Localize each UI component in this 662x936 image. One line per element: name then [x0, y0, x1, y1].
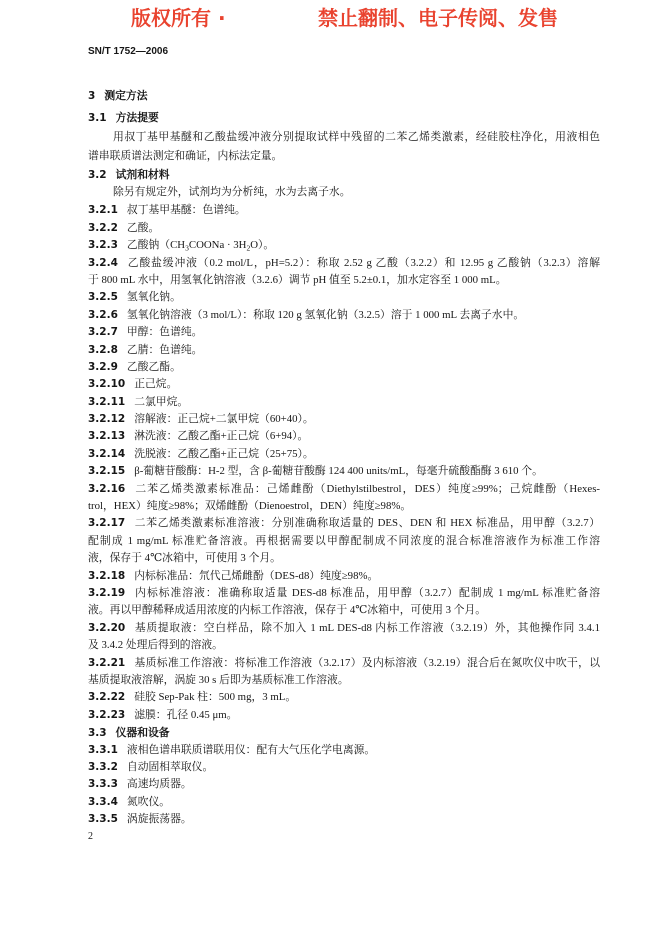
clause-number: 3.2.13: [88, 430, 126, 443]
document-body: [88, 87, 600, 846]
clause-3-2-3: [88, 237, 600, 254]
clause-number: 3.2.20: [88, 621, 126, 634]
clause-3-3-5: [88, 811, 600, 828]
clause-3-2-22: [88, 689, 600, 706]
clause-text: 内标标准品：氘代己烯雌酚（DES-d8）纯度≥98%。: [134, 569, 379, 582]
section-3-heading: [88, 87, 600, 104]
clause-number: 3.3.1: [88, 743, 118, 756]
clause-3-2-17-continued: 配制成 1 mg/mL 标准贮备溶液。再根据需要以甲醇配制成不同浓度的混合标准溶液作为标准工作溶: [88, 534, 600, 547]
clause-3-3-1: [88, 742, 600, 759]
clause-text: 自动固相萃取仪。: [126, 760, 214, 773]
clause-text: 硅胶 Sep-Pak 柱：500 mg，3 mL。: [134, 691, 297, 704]
clause-3-2-11: [88, 394, 600, 411]
clause-3-3-4: [88, 794, 600, 811]
clause-number: 3.2.19: [88, 587, 126, 599]
clause-3-2-21-continued: 基质提取液溶解，涡旋 30 s 后即为基质标准工作溶液。: [88, 673, 349, 686]
clause-number: 3.2.18: [88, 569, 126, 582]
clause-title: 仪器和设备: [115, 726, 170, 740]
clause-number: 3.2.10: [88, 378, 126, 391]
clause-text: 淋洗液：乙酸乙酯+正己烷（6+94）。: [134, 430, 309, 443]
section-number: 3: [88, 90, 96, 103]
clause-3-2-7: [88, 324, 600, 341]
clause-3-2-16-continued: trol，HEX）纯度≥98%；双烯雌酚（Dienoestrol，DEN）纯度≥98%。: [88, 500, 412, 513]
clause-3-2-14: [88, 446, 600, 463]
clause-3-2-10: [88, 376, 600, 393]
clause-3-2-20-continued: 及 3.4.2 处理后得到的溶液。: [88, 639, 223, 652]
clause-3-3-2: [88, 759, 600, 776]
clause-number: 3.2.17: [88, 517, 126, 530]
clause-title: 试剂和材料: [115, 167, 170, 181]
principle-text-line: 谱串联质谱法测定和确证，内标法定量。: [88, 150, 283, 163]
subscript: 3: [185, 243, 189, 253]
clause-3-2-18: [88, 568, 600, 585]
clause-text: 乙酸盐缓冲液（0.2 mol/L，pH=5.2）：称取 2.52 g 乙酸（3.2.2）和 12.95 g 乙酸钠（3.2.3）溶解: [126, 256, 600, 269]
clause-3-2-19-continued: 液。再以甲醇稀释成适用浓度的内标工作溶液，保存于 4℃冰箱中，可使用 3 个月。: [88, 604, 487, 617]
clause-text: 溶解液：正己烷+二氯甲烷（60+40）。: [134, 413, 314, 426]
clause-title: 方法提要: [115, 111, 159, 125]
clause-3-2-4-continued: 于 800 mL 水中，用氢氧化钠溶液（3.2.6）调节 pH 值至 5.2±0.1，加水定容至 1 000 mL。: [88, 273, 507, 286]
clause-number: 3.2.3: [88, 239, 118, 252]
clause-number: 3.2.11: [88, 395, 126, 408]
clause-text: 二氯甲烷。: [134, 395, 189, 408]
clause-number: 3.2.16: [88, 482, 126, 495]
clause-3-2-17-continued: 液，保存于 4℃冰箱中，可使用 3 个月。: [88, 552, 281, 565]
clause-3-3-3: [88, 776, 600, 793]
section-title: 测定方法: [104, 89, 148, 103]
clause-text: 乙腈：色谱纯。: [126, 343, 203, 356]
clause-3-2-20: [88, 620, 600, 637]
clause-number: 3.2.9: [88, 360, 118, 373]
copyright-watermark-right: 禁止翻制、电子传阅、发售: [318, 6, 558, 30]
clause-3-2-21: [88, 655, 600, 672]
clause-text: 叔丁基甲基醚：色谱纯。: [126, 204, 246, 217]
clause-number: 3.2: [88, 168, 107, 181]
clause-3-2-17: [88, 515, 600, 532]
clause-3-2-15: [88, 463, 600, 480]
clause-text: 乙酸乙酯。: [126, 360, 181, 373]
clause-text: 乙酸钠（CH: [126, 239, 186, 252]
clause-3-2-12: [88, 411, 600, 428]
clause-3-3-heading: [88, 724, 600, 741]
clause-text: 氮吹仪。: [126, 795, 171, 808]
clause-3-2-heading: [88, 166, 600, 183]
clause-text: 液相色谱串联质谱联用仪：配有大气压化学电离源。: [126, 743, 376, 756]
clause-number: 3.3.3: [88, 778, 118, 791]
clause-number: 3.3: [88, 727, 107, 740]
page-number: 2: [88, 831, 93, 843]
clause-3-2-4: [88, 255, 600, 272]
clause-number: 3.2.12: [88, 413, 126, 426]
clause-number: 3.2.4: [88, 256, 118, 269]
clause-number: 3.1: [88, 112, 107, 125]
clause-3-2-5: [88, 289, 600, 306]
clause-text: 正己烷。: [134, 378, 178, 391]
clause-3-2-9: [88, 359, 600, 376]
clause-number: 3.2.2: [88, 221, 118, 234]
clause-3-2-1: [88, 202, 600, 219]
clause-number: 3.3.5: [88, 813, 118, 826]
clause-text: 氢氧化钠溶液（3 mol/L）：称取 120 g 氢氧化钠（3.2.5）溶于 1 000 mL 去离子水中。: [126, 308, 525, 321]
clause-text: 乙酸。: [126, 221, 160, 234]
subscript: 2: [246, 243, 251, 253]
clause-3-2-23: [88, 707, 600, 724]
clause-3-2-2: [88, 220, 600, 237]
clause-number: 3.2.1: [88, 204, 118, 217]
clause-3-2-6: [88, 307, 600, 324]
clause-text: β-葡糖苷酸酶：H-2 型，含 β-葡糖苷酸酶 124 400 units/mL，每毫升硫酸酯酶 3 610 个。: [134, 465, 543, 478]
clause-text: 洗脱液：乙酸乙酯+正己烷（25+75）。: [134, 447, 314, 460]
clause-text: 滤膜：孔径 0.45 μm。: [134, 708, 238, 721]
clause-text: 甲醇：色谱纯。: [126, 326, 203, 339]
clause-text: 二苯乙烯类激素标准品：己烯雌酚（Diethylstilbestrol，DES）纯度≥99%；己烷雌酚（Hexes-: [134, 482, 600, 495]
copyright-watermark-left: 版权所有 ·: [131, 6, 226, 30]
clause-text: 基质提取液：空白样品，除不加入 1 mL DES-d8 内标工作溶液（3.2.19）外，其他操作同 3.4.1: [134, 621, 600, 634]
clause-number: 3.2.22: [88, 691, 126, 704]
clause-text: 氢氧化钠。: [126, 291, 181, 304]
clause-3-2-19: [88, 585, 600, 602]
clause-number: 3.2.7: [88, 326, 118, 339]
clause-text: 内标标准溶液：准确称取适量 DES-d8 标准品，用甲醇（3.2.7）配制成 1 mg/mL 标准贮备溶: [134, 587, 600, 599]
clause-number: 3.2.8: [88, 343, 118, 356]
clause-3-2-16: [88, 481, 600, 498]
clause-text: COONa · 3H: [188, 239, 247, 252]
clause-number: 3.2.23: [88, 708, 126, 721]
clause-3-2-8: [88, 342, 600, 359]
standard-number-header: SN/T 1752—2006: [88, 46, 169, 57]
clause-3-1-heading: [88, 109, 600, 126]
principle-text-line: 用叔丁基甲基醚和乙酸盐缓冲液分别提取试样中残留的二苯乙烯类激素，经硅胶柱净化，用液相色: [113, 131, 600, 144]
clause-number: 3.2.15: [88, 465, 126, 478]
clause-text: 二苯乙烯类激素标准溶液：分别准确称取适量的 DES、DEN 和 HEX 标准品，用甲醇（3.2.7）: [134, 517, 600, 530]
clause-text: 涡旋振荡器。: [126, 813, 192, 826]
clause-number: 3.2.21: [88, 656, 126, 669]
clause-text: 基质标准工作溶液：将标准工作溶液（3.2.17）及内标溶液（3.2.19）混合后在氮吹仪中吹干，以: [134, 656, 600, 669]
clause-3-2-13: [88, 428, 600, 445]
clause-number: 3.2.5: [88, 291, 118, 304]
clause-number: 3.3.4: [88, 795, 118, 808]
reagents-intro: 除另有规定外，试剂均为分析纯，水为去离子水。: [113, 186, 351, 199]
clause-text: O）。: [250, 239, 275, 252]
clause-number: 3.2.6: [88, 308, 118, 321]
clause-number: 3.3.2: [88, 760, 118, 773]
clause-number: 3.2.14: [88, 447, 126, 460]
clause-text: 高速均质器。: [126, 778, 192, 791]
